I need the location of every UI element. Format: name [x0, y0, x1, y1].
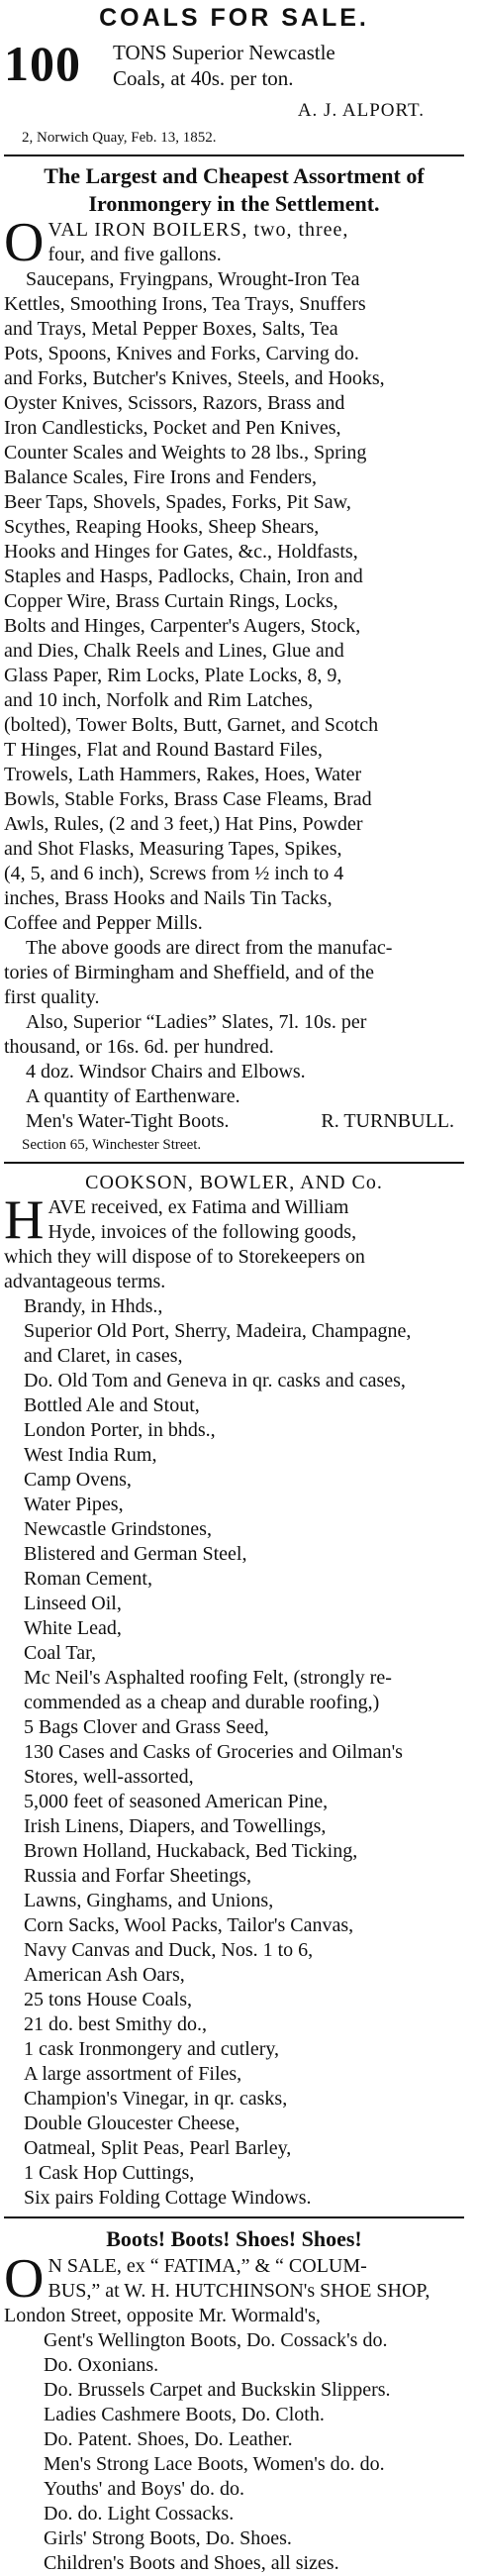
list-item: Water Pipes, [24, 1494, 124, 1515]
body-line: (bolted), Tower Bolts, Butt, Garnet, and Scotch [4, 714, 379, 736]
ironmongery-paragraph-3 [4, 1010, 464, 1060]
list-item: Stores, well-assorted, [24, 1766, 194, 1788]
body-line: and Forks, Butcher's Knives, Steels, and Hooks, [4, 367, 385, 389]
dropcap-letter: O [4, 212, 45, 273]
newspaper-column [0, 2, 478, 2574]
coals-line-1: TONS Superior Newcastle [113, 41, 335, 64]
list-item: Newcastle Grindstones, [24, 1518, 212, 1540]
list-item: Blistered and German Steel, [24, 1543, 247, 1565]
list-item: 5 Bags Clover and Grass Seed, [24, 1716, 269, 1738]
ironmongery-heading-1: The Largest and Cheapest Assortment of [44, 163, 425, 188]
list-item: Coal Tar, [24, 1642, 96, 1664]
list-item: 25 tons House Coals, [24, 1989, 192, 2010]
body-line: Trowels, Lath Hammers, Rakes, Hoes, Water [4, 764, 362, 785]
body-line: and Trays, Metal Pepper Boxes, Salts, Tea [4, 318, 338, 340]
divider [4, 1162, 464, 1164]
cookson-intro [4, 1189, 464, 1294]
ironmongery-paragraph-2 [4, 936, 464, 1010]
coals-line-2: Coals, at 40s. per ton. [113, 66, 294, 90]
cookson-intro-line-1: AVE received, ex Fatima and William [48, 1196, 349, 1218]
body-line: Beer Taps, Shovels, Spades, Forks, Pit Saw, [4, 491, 351, 513]
body-line: T Hinges, Flat and Round Bastard Files, [4, 739, 323, 761]
body-line: Saucepans, Fryingpans, Wrought-Iron Tea [26, 268, 360, 290]
ironmongery-earthenware: A quantity of Earthenware. [26, 1085, 240, 1107]
ironmongery-boots-signature [4, 1109, 464, 1134]
list-item: Children's Boots and Shoes, all sizes. [44, 2552, 339, 2574]
list-item: Girls' Strong Boots, Do. Shoes. [44, 2527, 292, 2549]
list-item: Brown Holland, Huckaback, Bed Ticking, [24, 1840, 358, 1862]
list-item: 130 Cases and Casks of Groceries and Oilman's [24, 1741, 403, 1763]
list-item: Navy Canvas and Duck, Nos. 1 to 6, [24, 1939, 314, 1961]
divider [4, 155, 464, 156]
body-line: (4, 5, and 6 inch), Screws from ½ inch to 4 [4, 863, 344, 884]
ironmongery-body [4, 267, 464, 936]
body-line: Iron Candlesticks, Pocket and Pen Knives, [4, 417, 341, 439]
body-line: Bolts and Hinges, Carpenter's Augers, Stock, [4, 615, 361, 637]
body-line: Scythes, Reaping Hooks, Sheep Shears, [4, 516, 320, 538]
body-line: Glass Paper, Rim Locks, Plate Locks, 8, 9, [4, 665, 342, 686]
list-item: London Porter, in bhds., [24, 1419, 216, 1441]
ironmongery-address: Section 65, Winchester Street. [22, 1137, 202, 1153]
list-item: Men's Strong Lace Boots, Women's do. do. [44, 2453, 385, 2475]
boots-intro [4, 2248, 464, 2328]
coals-title: COALS FOR SALE. [99, 4, 369, 32]
list-item: Do. Patent. Shoes, Do. Leather. [44, 2428, 293, 2450]
list-item: Do. Oxonians. [44, 2354, 159, 2376]
ironmongery-chairs: 4 doz. Windsor Chairs and Elbows. [26, 1061, 306, 1082]
body-line: Bowls, Stable Forks, Brass Case Fleams, Brad [4, 788, 372, 810]
dropcap-letter: O [4, 2248, 45, 2310]
divider [4, 2216, 464, 2218]
list-item: 1 cask Ironmongery and cutlery, [24, 2038, 280, 2060]
list-item: 5,000 feet of seasoned American Pine, [24, 1791, 329, 1812]
list-item: Champion's Vinegar, in qr. casks, [24, 2088, 288, 2110]
list-item: Youths' and Boys' do. do. [44, 2478, 244, 2500]
cookson-intro-line-4: advantageous terms. [4, 1271, 166, 1292]
cookson-advertisement [4, 1170, 464, 2211]
list-item: Corn Sacks, Wool Packs, Tailor's Canvas, [24, 1914, 354, 1936]
ironmongery-boots-line: Men's Water-Tight Boots. [26, 1110, 230, 1132]
ironmongery-first-line: VAL IRON BOILERS, two, three, [48, 219, 349, 241]
ironmongery-advertisement [4, 162, 464, 1156]
body-line: Awls, Rules, (2 and 3 feet,) Hat Pins, Powder [4, 813, 363, 835]
list-item: American Ash Oars, [24, 1964, 185, 1986]
cookson-heading: COOKSON, BOWLER, AND Co. [85, 1172, 383, 1193]
coals-advertisement [4, 2, 464, 149]
boots-advertisement [4, 2224, 464, 2576]
list-item: Superior Old Port, Sherry, Madeira, Champagne, [24, 1320, 412, 1342]
list-item: Mc Neil's Asphalted roofing Felt, (strongly re- [24, 1667, 392, 1689]
body-line: Oyster Knives, Scissors, Razors, Brass and [4, 392, 345, 414]
boots-heading: Boots! Boots! Shoes! Shoes! [106, 2226, 362, 2251]
list-item: and Claret, in cases, [24, 1345, 183, 1367]
coals-address-date: 2, Norwich Quay, Feb. 13, 1852. [22, 130, 217, 146]
list-item: Do. do. Light Cossacks. [44, 2503, 235, 2524]
body-line: and 10 inch, Norfolk and Rim Latches, [4, 689, 314, 711]
list-item: Roman Cement, [24, 1568, 152, 1590]
list-item: Lawns, Ginghams, and Unions, [24, 1890, 274, 1911]
body-line: and Shot Flasks, Measuring Tapes, Spikes, [4, 838, 342, 860]
list-item: Linseed Oil, [24, 1593, 122, 1614]
list-item: Ladies Cashmere Boots, Do. Cloth. [44, 2404, 325, 2425]
list-item: Irish Linens, Diapers, and Towellings, [24, 1815, 327, 1837]
body-line: and Dies, Chalk Reels and Lines, Glue and [4, 640, 344, 662]
body-line: Kettles, Smoothing Irons, Tea Trays, Snuffers [4, 293, 366, 315]
body-line: Balance Scales, Fire Irons and Fenders, [4, 466, 318, 488]
list-item: 1 Cask Hop Cuttings, [24, 2162, 195, 2184]
body-line: Staples and Hasps, Padlocks, Chain, Iron and [4, 566, 363, 587]
list-item: 21 do. best Smithy do., [24, 2013, 208, 2035]
ironmongery-heading-2: Ironmongery in the Settlement. [88, 191, 380, 216]
cookson-goods-list [4, 1294, 464, 2211]
list-item: commended as a cheap and durable roofing,) [24, 1692, 380, 1713]
dropcap-letter: H [4, 1189, 45, 1251]
ironmongery-signature: R. TURNBULL. [321, 1110, 454, 1132]
list-item: Russia and Forfar Sheetings, [24, 1865, 251, 1887]
list-item: Camp Ovens, [24, 1469, 132, 1491]
body-line: Copper Wire, Brass Curtain Rings, Locks, [4, 590, 338, 612]
ironmongery-first-line-cont: four, and five gallons. [48, 244, 222, 265]
coals-signature: A. J. ALPORT. [297, 100, 425, 121]
list-item: Six pairs Folding Cottage Windows. [24, 2187, 312, 2209]
body-line: Hooks and Hinges for Gates, &c., Holdfasts, [4, 541, 358, 563]
body-line: The above goods are direct from the manufac- [26, 937, 393, 959]
boots-intro-line-3: London Street, opposite Mr. Wormald's, [4, 2305, 321, 2326]
list-item: Do. Old Tom and Geneva in qr. casks and cases, [24, 1370, 406, 1391]
body-line: Pots, Spoons, Knives and Forks, Carving do. [4, 343, 359, 364]
coals-signature-row [4, 97, 464, 127]
list-item: Do. Brussels Carpet and Buckskin Slippers. [44, 2379, 391, 2401]
list-item: White Lead, [24, 1617, 122, 1639]
list-item: Oatmeal, Split Peas, Pearl Barley, [24, 2137, 292, 2159]
coals-quantity: 100 [4, 36, 81, 91]
body-line: first quality. [4, 986, 100, 1008]
body-line: Coffee and Pepper Mills. [4, 912, 203, 934]
cookson-intro-line-3: which they will dispose of to Storekeepers on [4, 1246, 365, 1268]
boots-intro-line-1: N SALE, ex “ FATIMA,” & “ COLUM- [48, 2255, 367, 2277]
list-item: Double Gloucester Cheese, [24, 2112, 240, 2134]
coals-offer [4, 36, 464, 97]
ironmongery-intro [4, 212, 464, 273]
body-line: inches, Brass Hooks and Nails Tin Tacks, [4, 887, 333, 909]
list-item: Brandy, in Hhds., [24, 1295, 163, 1317]
body-line: thousand, or 16s. 6d. per hundred. [4, 1036, 274, 1058]
body-line: tories of Birmingham and Sheffield, and of the [4, 962, 374, 983]
list-item: West India Rum, [24, 1444, 157, 1466]
list-item: Gent's Wellington Boots, Do. Cossack's do. [44, 2329, 388, 2351]
boots-items-list [4, 2328, 464, 2576]
boots-intro-line-2: BUS,” at W. H. HUTCHINSON's SHOE SHOP, [48, 2280, 430, 2302]
body-line: Also, Superior “Ladies” Slates, 7l. 10s. per [26, 1011, 367, 1033]
cookson-intro-line-2: Hyde, invoices of the following goods, [48, 1221, 357, 1243]
list-item: A large assortment of Files, [24, 2063, 242, 2085]
body-line: Counter Scales and Weights to 28 lbs., Spring [4, 442, 367, 464]
list-item: Bottled Ale and Stout, [24, 1394, 200, 1416]
